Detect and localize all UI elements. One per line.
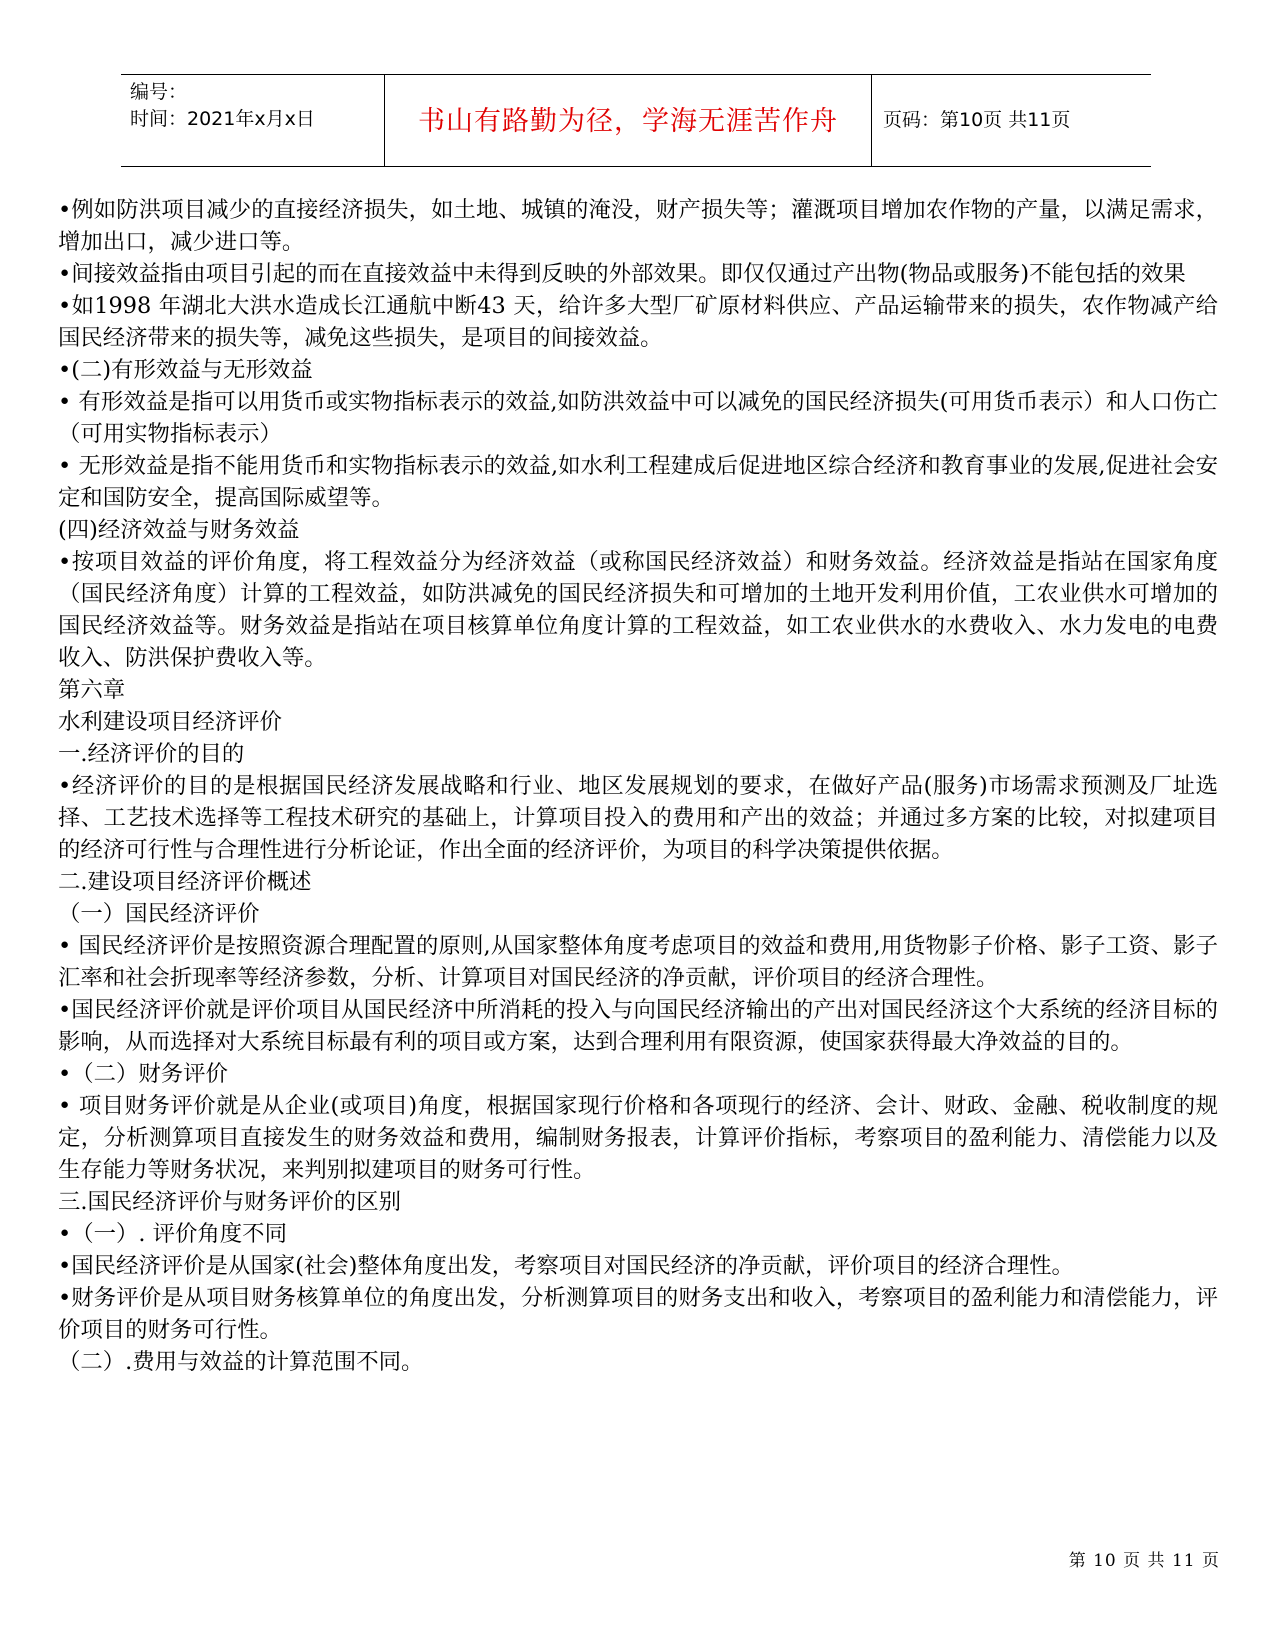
- paragraph: •国民经济评价就是评价项目从国民经济中所消耗的投入与向国民经济输出的产出对国民经济这个大系统的经济目标的影响，从而选择对大系统目标最有利的项目或方案，达到合理利用有限资源，使国家获得最大净效益的目的。: [58, 997, 1218, 1055]
- paragraph: • 有形效益是指可以用货币或实物指标表示的效益,如防洪效益中可以减免的国民经济损失(可用货币表示）和人口伤亡（可用实物指标表示）: [58, 389, 1218, 447]
- paragraph: • 项目财务评价就是从企业(或项目)角度，根据国家现行价格和各项现行的经济、会计、财政、金融、税收制度的规定，分析测算项目直接发生的财务效益和费用，编制财务报表，计算评价指标，考察项目的盈利能力、清偿能力以及生存能力等财务状况，来判别拟建项目的财务可行性。: [58, 1093, 1218, 1183]
- page-footer: 第 10 页 共 11 页: [1068, 1551, 1220, 1571]
- paragraph: • 国民经济评价是按照资源合理配置的原则,从国家整体角度考虑项目的效益和费用,用货物影子价格、影子工资、影子汇率和社会折现率等经济参数，分析、计算项目对国民经济的净贡献，评价项目的经济合理性。: [58, 933, 1218, 991]
- subsection-heading: •（二）财务评价: [58, 1061, 228, 1087]
- subsection-heading: （一）国民经济评价: [58, 901, 260, 927]
- section-heading: 一.经济评价的目的: [58, 741, 245, 767]
- number-label: 编号：: [130, 81, 188, 103]
- paragraph: •按项目效益的评价角度，将工程效益分为经济效益（或称国民经济效益）和财务效益。经济效益是指站在国家角度（国民经济角度）计算的工程效益，如防洪减免的国民经济损失和可增加的土地开发利用价值，工农业供水可增加的国民经济效益等。财务效益是指站在项目核算单位角度计算的工程效益，如工农业供水的水费收入、水力发电的电费收入、防洪保护费收入等。: [58, 549, 1218, 671]
- paragraph: •如1998 年湖北大洪水造成长江通航中断43 天，给许多大型厂矿原材料供应、产品运输带来的损失，农作物减产给国民经济带来的损失等，减免这些损失，是项目的间接效益。: [58, 293, 1218, 351]
- paragraph: •例如防洪项目减少的直接经济损失，如土地、城镇的淹没，财产损失等；灌溉项目增加农作物的产量，以满足需求，增加出口，减少进口等。: [58, 197, 1218, 255]
- paragraph: •间接效益指由项目引起的而在直接效益中未得到反映的外部效果。即仅仅通过产出物(物品或服务)不能包括的效果: [58, 261, 1186, 287]
- header-left-cell: [121, 75, 384, 166]
- document-body: [58, 194, 1218, 1378]
- chapter-heading: 第六章: [58, 677, 126, 703]
- section-heading: (四)经济效益与财务效益: [58, 517, 300, 543]
- section-heading: •(二)有形效益与无形效益: [58, 357, 313, 383]
- section-heading: 二.建设项目经济评价概述: [58, 869, 312, 895]
- paragraph: •经济评价的目的是根据国民经济发展战略和行业、地区发展规划的要求，在做好产品(服务)市场需求预测及厂址选择、工艺技术选择等工程技术研究的基础上，计算项目投入的费用和产出的效益；并通过多方案的比较，对拟建项目的经济可行性与合理性进行分析论证，作出全面的经济评价，为项目的科学决策提供依据。: [58, 773, 1218, 863]
- paragraph: •财务评价是从项目财务核算单位的角度出发，分析测算项目的财务支出和收入，考察项目的盈利能力和清偿能力，评价项目的财务可行性。: [58, 1285, 1218, 1343]
- time-label: 时间：2021年x月x日: [130, 108, 315, 130]
- paragraph: •国民经济评价是从国家(社会)整体角度出发，考察项目对国民经济的净贡献，评价项目的经济合理性。: [58, 1253, 1074, 1279]
- header-right-cell: [872, 75, 1151, 166]
- section-heading: 三.国民经济评价与财务评价的区别: [58, 1189, 401, 1215]
- paragraph: • 无形效益是指不能用货币和实物指标表示的效益,如水利工程建成后促进地区综合经济和教育事业的发展,促进社会安定和国防安全，提高国际威望等。: [58, 453, 1218, 511]
- header-page-info: 页码：第10页 共11页: [883, 109, 1071, 131]
- header-motto-cell: [384, 75, 872, 166]
- chapter-title: 水利建设项目经济评价: [58, 709, 282, 735]
- header-motto: 书山有路勤为径，学海无涯苦作舟: [418, 106, 838, 137]
- subsection-heading: （二）.费用与效益的计算范围不同。: [58, 1349, 424, 1375]
- subsection-heading: •（一）. 评价角度不同: [58, 1221, 287, 1247]
- header-table: [121, 74, 1151, 167]
